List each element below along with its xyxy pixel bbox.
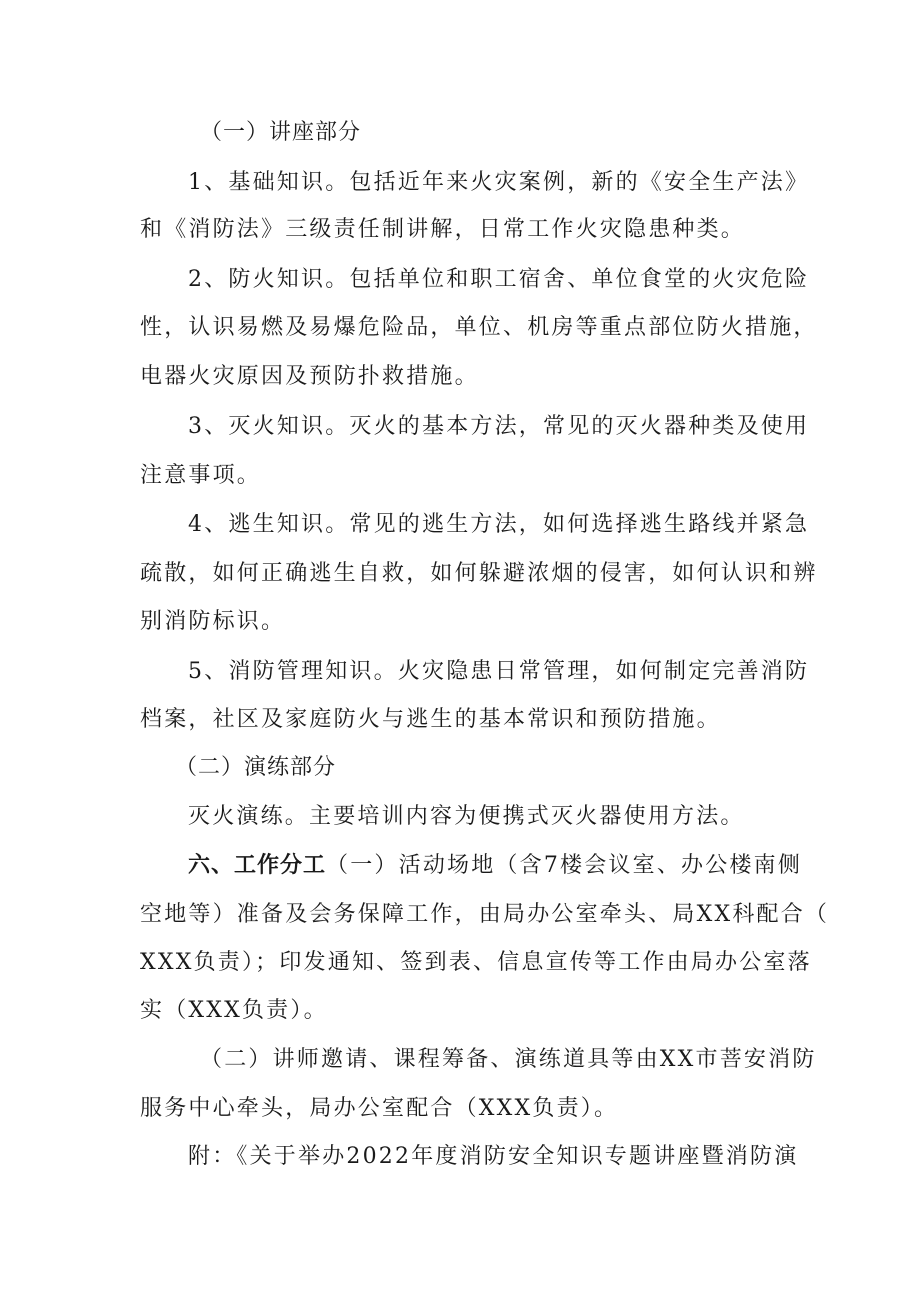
section-6-line-3: XXX负责）；印发通知、签到表、信息宣传等工作由局办公室落 [140,950,812,975]
item-3-line-2: 注意事项。 [140,463,262,488]
section-heading-lecture: （一）讲座部分 [200,120,362,145]
section-6-first-line [188,851,802,881]
item-2-line-3: 电器火灾原因及预防扑救措施。 [140,364,479,389]
item-4-line-1: 4、逃生知识。常见的逃生方法，如何选择逃生路线并紧急 [188,512,810,537]
item-1-line-1: 1、基础知识。包括近年来火灾案例，新的《安全生产法》 [188,170,810,195]
section-6-sub2-line-2: 服务中心牵头，局办公室配合（XXX负责）。 [140,1096,619,1121]
drill-text: 灭火演练。主要培训内容为便携式灭火器使用方法。 [188,804,745,829]
item-3-line-1: 3、灭火知识。灭火的基本方法，常见的灭火器种类及使用 [188,414,810,439]
item-2-line-2: 性，认识易燃及易爆危险品，单位、机房等重点部位防火措施， [140,315,818,340]
section-6-line-4: 实（XXX负责）。 [140,998,328,1023]
item-4-line-3: 别消防标识。 [140,609,286,634]
section-6-lead: 六、工作分工 [188,853,327,878]
item-4-line-2: 疏散，如何正确逃生自救，如何躲避浓烟的侵害，如何认识和辨 [140,561,818,586]
item-5-line-1: 5、消防管理知识。火灾隐患日常管理，如何制定完善消防 [188,659,810,684]
attachment-line: 附：《关于举办2022年度消防安全知识专题讲座暨消防演 [188,1144,799,1169]
item-5-line-2: 档案，社区及家庭防火与逃生的基本常识和预防措施。 [140,707,721,732]
section-6-first-line-rest: （一）活动场地（含7楼会议室、办公楼南侧 [326,853,803,878]
item-2-line-1: 2、防火知识。包括单位和职工宿舍、单位食堂的火灾危险 [188,267,810,292]
section-6-sub2-line-1: （二）讲师邀请、课程筹备、演练道具等由XX市菩安消防 [200,1047,817,1072]
section-heading-drill: （二）演练部分 [175,755,337,780]
section-6-line-2: 空地等）准备及会务保障工作，由局办公室牵头、局XX科配合（ [140,902,830,927]
item-1-line-2: 和《消防法》三级责任制讲解，日常工作火灾隐患种类。 [140,217,746,242]
